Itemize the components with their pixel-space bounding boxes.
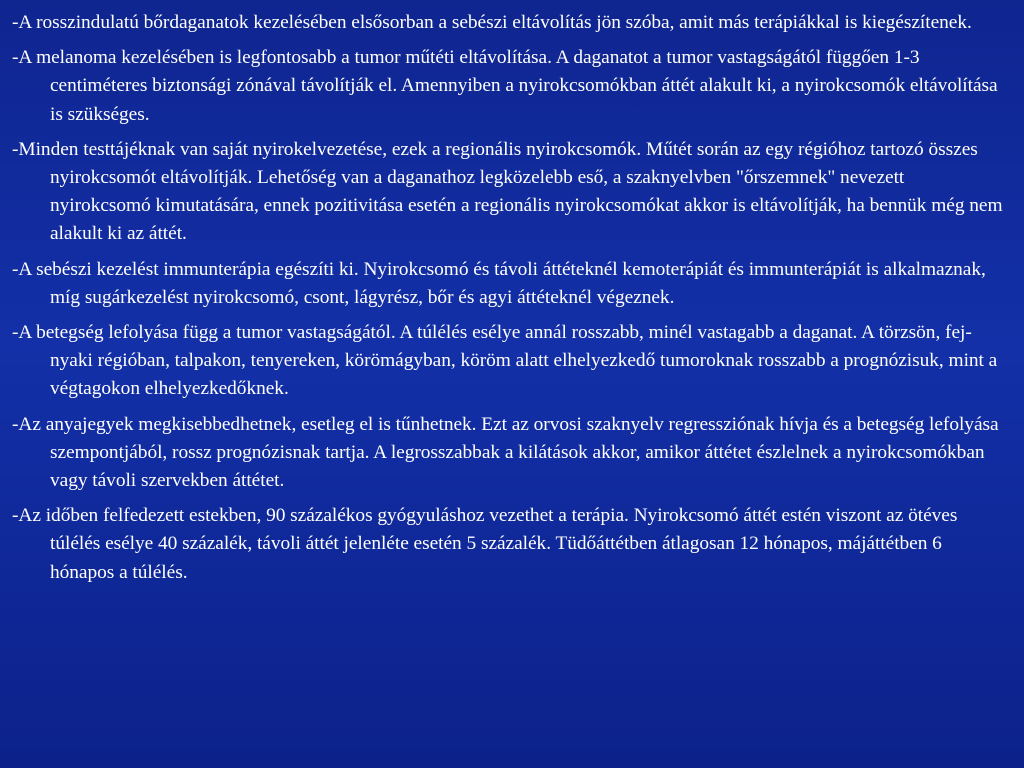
- paragraph-regression: -Az anyajegyek megkisebbedhetnek, esetleg el is tűnhetnek. Ezt az orvosi szaknyelv regressziónak hívja és a betegség lefolyása szempontjából, rossz prognózisnak tartja. A legrosszabbak a kilátások akkor, amikor áttétet észlelnek a nyirokcsomókban vagy távoli szervekben áttétet.: [12, 413, 999, 492]
- paragraph-immunotherapy: -A sebészi kezelést immunterápia egészíti ki. Nyirokcsomó és távoli áttéteknél kemoterápiát és immunterápiát is alkalmaznak, míg sugárkezelést nyirokcsomó, csont, lágyrész, bőr és agyi áttéteknél végeznek.: [12, 258, 986, 308]
- paragraph-melanoma-treatment: -A melanoma kezelésében is legfontosabb a tumor műtéti eltávolítása. A daganatot a tumor vastagságától függően 1-3 centiméteres biztonsági zónával távolítják el. Amennyiben a nyirokcsomókban áttét alakult ki, a nyirokcsomók eltávolítása is szükséges.: [12, 47, 998, 125]
- paragraph-lymph-drainage: -Minden testtájéknak van saját nyirokelvezetése, ezek a regionális nyirokcsomók. Műtét során az egy régióhoz tartozó összes nyirokcsomót eltávolítják. Lehetőség van a daganathoz legközelebb eső, a szaknyelvben "őrszemnek" nevezett nyirokcsomó kimutatására, ennek pozitivitása esetén a regionális nyirokcsomókat akkor is eltávolítják, ha bennük még nem alakult ki az áttét.: [12, 138, 1003, 245]
- paragraph-survival-rates: -Az időben felfedezett estekben, 90 százalékos gyógyuláshoz vezethet a terápia. Nyirokcsomó áttét estén viszont az ötéves túlélés esélye 40 százalék, távoli áttét jelenléte esetén 5 százalék. Tüdőáttétben átlagosan 12 hónapos, májáttétben 6 hónapos a túlélés.: [12, 505, 958, 583]
- paragraph-disease-course: -A betegség lefolyása függ a tumor vastagságától. A túlélés esélye annál rosszabb, minél vastagabb a daganat. A törzsön, fej-nyaki régióban, talpakon, tenyereken, körömágyban, köröm alatt elhelyezkedő tumoroknak rosszabb a prognózisuk, mint a végtagokon elhelyezkedőknek.: [12, 322, 998, 400]
- paragraph-surgical-removal: -A rosszindulatú bőrdaganatok kezelésében elsősorban a sebészi eltávolítás jön szóba, amit más terápiákkal is kiegészítenek.: [12, 12, 972, 33]
